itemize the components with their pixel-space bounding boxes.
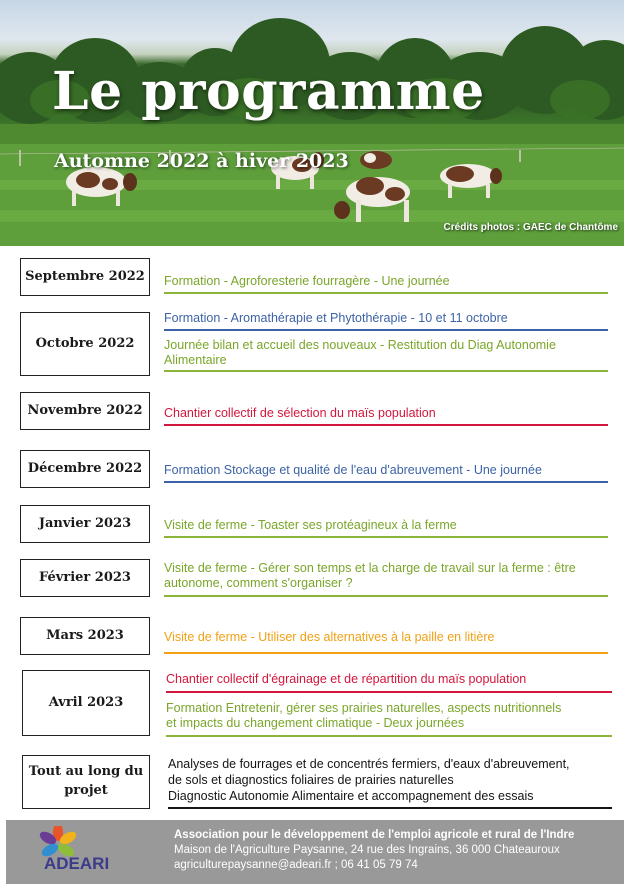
event-text: Chantier collectif de sélection du maïs population [164,406,436,420]
event-text [166,701,561,731]
page-subtitle: Automne 2022 à hiver 2023 [54,150,349,172]
event-divider [164,292,608,294]
month-label: Septembre 2022 [20,258,150,296]
photo-credits: Crédits photos : GAEC de Chantôme [443,222,618,233]
footer-email-phone: agriculturepaysanne@adeari.fr ; 06 41 05 79 74 [174,859,418,871]
month-label: Novembre 2022 [20,392,150,430]
logo-text: ADEARI [44,854,110,873]
month-label: Décembre 2022 [20,450,150,488]
page-title: Le programme [52,61,485,122]
footer-address: Maison de l'Agriculture Paysanne, 24 rue des Ingrains, 36 000 Chateauroux [174,844,560,856]
event-text-line: de sols et diagnostics foliaires de prairies naturelles [168,773,454,787]
event-text: Chantier collectif d'égrainage et de répartition du maïs population [166,672,527,686]
month-label-line: Tout au long du [28,764,144,780]
event-text: Formation - Aromathérapie et Phytothérapie - 10 et 11 octobre [164,311,508,325]
event-text [168,756,570,804]
event-text-line: et impacts du changement climatique - Deux journées [166,716,465,730]
event-text-line: Journée bilan et accueil des nouveaux - Restitution du Diag Autonomie [164,338,556,352]
event-divider [166,691,612,693]
event-divider [164,370,608,372]
event-divider [164,652,608,654]
month-label: Février 2023 [20,559,150,597]
month-label: Mars 2023 [20,617,150,655]
month-label: Avril 2023 [22,670,150,736]
event-divider [164,329,608,331]
month-label [22,755,150,809]
footer-association: Association pour le développement de l'emploi agricole et rural de l'Indre [174,829,575,841]
event-text-line: Visite de ferme - Gérer son temps et la charge de travail sur la ferme : être [164,561,576,575]
event-text: Formation Stockage et qualité de l'eau d'abreuvement - Une journée [164,463,542,477]
event-text-line: Alimentaire [164,353,227,367]
event-text-line: Diagnostic Autonomie Alimentaire et accompagnement des essais [168,789,534,803]
month-label: Octobre 2022 [20,312,150,376]
event-text-line: Analyses de fourrages et de concentrés fermiers, d'eaux d'abreuvement, [168,757,570,771]
footer-contact [174,828,574,873]
event-text: Formation - Agroforesterie fourragère - Une journée [164,274,450,288]
event-divider [168,807,612,809]
event-divider [164,424,608,426]
cow-4 [360,151,392,169]
pasture-illustration [0,0,624,246]
event-text [164,561,576,591]
event-text-line: Formation Entretenir, gérer ses prairies naturelles, aspects nutritionnels [166,701,562,715]
event-text [164,338,556,368]
event-divider [166,735,612,737]
month-label-line: projet [64,783,108,798]
event-text: Visite de ferme - Toaster ses protéagineux à la ferme [164,518,457,532]
event-divider [164,481,608,483]
event-divider [164,595,608,597]
event-text-line: autonome, comment s'organiser ? [164,576,353,590]
hero-photo [0,0,624,246]
month-label: Janvier 2023 [20,505,150,543]
footer [6,820,624,884]
event-text: Visite de ferme - Utiliser des alternatives à la paille en litière [164,630,495,644]
event-divider [164,536,608,538]
